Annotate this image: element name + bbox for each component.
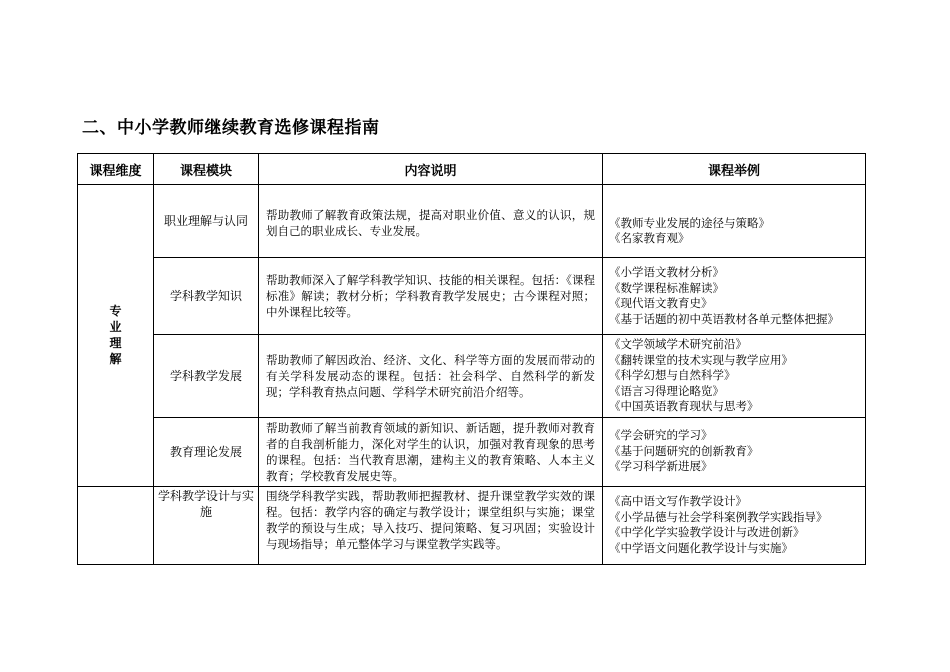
- example-item: 《中学化学实验教学设计与改进创新》: [609, 525, 805, 539]
- description-cell: 帮助教师了解教育政策法规，提高对职业价值、意义的认识，规划自己的职业成长、专业发展。: [259, 185, 603, 258]
- examples-cell: [603, 258, 866, 335]
- example-item: 《学习科学新进展》: [609, 459, 713, 474]
- example-item: 《翻转课堂的技术实现与教学应用》: [609, 352, 793, 367]
- description-cell: 围绕学科教学实践，帮助教师把握教材、提升课堂教学实效的课程。包括：教学内容的确定与教学设计；课堂组织与实施；课堂教学的预设与生成；导入技巧、提问策略、复习巩固；实验设计与现场指导；单元整体学习与课堂教学实践等。: [259, 486, 603, 564]
- examples-cell: [603, 486, 866, 564]
- table-row: [78, 486, 866, 564]
- description-cell: 帮助教师了解当前教育领域的新知识、新话题，提升教师对教育者的自我剖析能力，深化对学生的认识，加强对教育现象的思考的课程。包括：当代教育思潮，建构主义的教育策略、人本主义教育；学校教育发展史等。: [259, 417, 603, 486]
- dimension-label: 专业理解: [109, 304, 122, 367]
- header-examples: 课程举例: [603, 154, 866, 185]
- example-item: 《高中语文写作教学设计》: [609, 494, 747, 508]
- description-cell: 帮助教师了解因政治、经济、文化、科学等方面的发展而带动的有关学科发展动态的课程。包括：社会科学、自然科学的新发现；学科教育热点问题、学科学术研究前沿介绍等。: [259, 335, 603, 418]
- example-item: 《教师专业发展的途径与策略》: [609, 215, 770, 230]
- table-row: [78, 417, 866, 486]
- examples-cell: [603, 185, 866, 258]
- dimension-cell: [78, 185, 154, 487]
- example-item: 《现代语文教育史》: [609, 296, 713, 310]
- table-row: [78, 185, 866, 258]
- table-row: [78, 258, 866, 335]
- example-item: 《小学品德与社会学科案例教学实践指导》: [609, 509, 828, 524]
- example-item: 《中学语文问题化教学设计与实施》: [609, 540, 793, 555]
- description-cell: 帮助教师深入了解学科教学知识、技能的相关课程。包括：《课程标准》解读；教材分析；学科教育教学发展史；古今课程对照；中外课程比较等。: [259, 258, 603, 335]
- example-item: 《文学领域学术研究前沿》: [609, 337, 747, 351]
- module-cell: 职业理解与认同: [154, 185, 259, 258]
- examples-cell: [603, 417, 866, 486]
- table-header-row: [78, 154, 866, 185]
- module-cell: 学科教学发展: [154, 335, 259, 418]
- header-description: 内容说明: [259, 154, 603, 185]
- example-item: 《科学幻想与自然科学》: [609, 368, 736, 382]
- course-guide-table: [77, 153, 866, 565]
- example-item: 《小学语文教材分析》: [609, 265, 724, 279]
- header-module: 课程模块: [154, 154, 259, 185]
- module-cell: 教育理论发展: [154, 417, 259, 486]
- example-item: 《名家教育观》: [609, 231, 690, 245]
- header-dimension: 课程维度: [78, 154, 154, 185]
- page-title: 二、中小学教师继续教育选修课程指南: [82, 118, 380, 138]
- module-cell: 学科教学知识: [154, 258, 259, 335]
- module-cell: 学科教学设计与实施: [154, 486, 259, 564]
- example-item: 《语言习得理论略览》: [609, 383, 724, 398]
- example-item: 《基于话题的初中英语教材各单元整体把握》: [609, 311, 839, 326]
- table-row: [78, 335, 866, 418]
- example-item: 《中国英语教育现状与思考》: [609, 399, 759, 413]
- dimension-cell-empty: [78, 486, 154, 564]
- examples-cell: [603, 335, 866, 418]
- example-item: 《学会研究的学习》: [609, 428, 713, 443]
- example-item: 《数学课程标准解读》: [609, 280, 724, 295]
- example-item: 《基于问题研究的创新教育》: [609, 443, 759, 458]
